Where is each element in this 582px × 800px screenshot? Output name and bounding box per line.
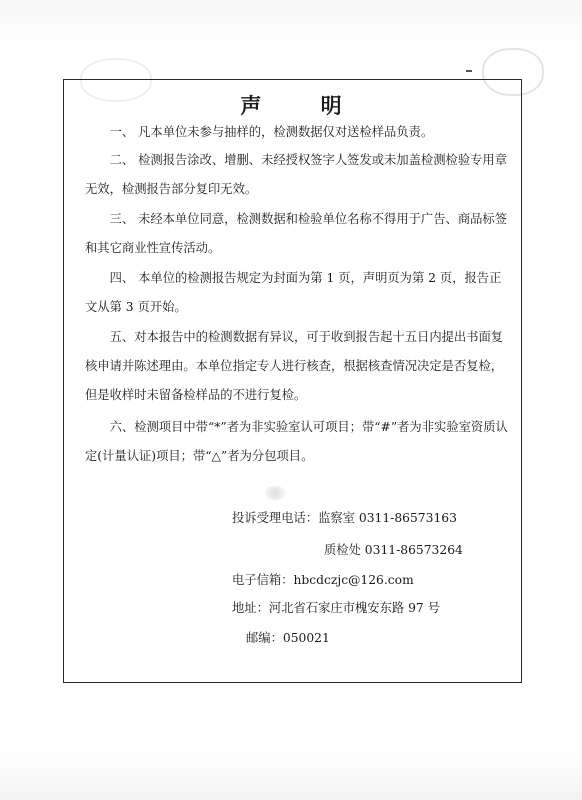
- clause-6: 六、检测项目中带“*”者为非实验室认可项目；带“#”者为非实验室资质认定(计量认证)项目；带“△”者为分包项目。: [85, 420, 508, 463]
- clause-1: 一、 凡本单位未参与抽样的，检测数据仅对送检样品负责。: [109, 125, 434, 139]
- complaint-phone: 投诉受理电话：监察室 0311-86573163: [232, 511, 457, 525]
- page-title: 声 明: [240, 93, 368, 118]
- postcode: 邮编：050021: [246, 631, 330, 645]
- clause-5: 五、对本报告中的检测数据有异议，可于收到报告起十五日内提出书面复核申请并陈述理由。本单位指定专人进行核查，根据核查情况决定是否复检，但是收样时未留备检样品的不进行复检。: [85, 330, 504, 402]
- quality-phone: 质检处 0311-86573264: [324, 543, 463, 557]
- clause-3: 三、 未经本单位同意，检测数据和检验单位名称不得用于广告、商品标签和其它商业性宣传活动。: [85, 212, 508, 255]
- clause-4: 四、 本单位的检测报告规定为封面为第 1 页，声明页为第 2 页，报告正文从第 3 页开始。: [85, 271, 502, 314]
- email-address: 电子信箱：hbcdczjc@126.com: [232, 573, 414, 587]
- scan-mark: [466, 70, 472, 72]
- postal-address: 地址：河北省石家庄市槐安东路 97 号: [232, 601, 440, 615]
- ink-smudge: [264, 486, 286, 500]
- clause-2: 二、 检测报告涂改、增删、未经授权签字人签发或未加盖检测检验专用章无效，检测报告部分复印无效。: [85, 153, 508, 196]
